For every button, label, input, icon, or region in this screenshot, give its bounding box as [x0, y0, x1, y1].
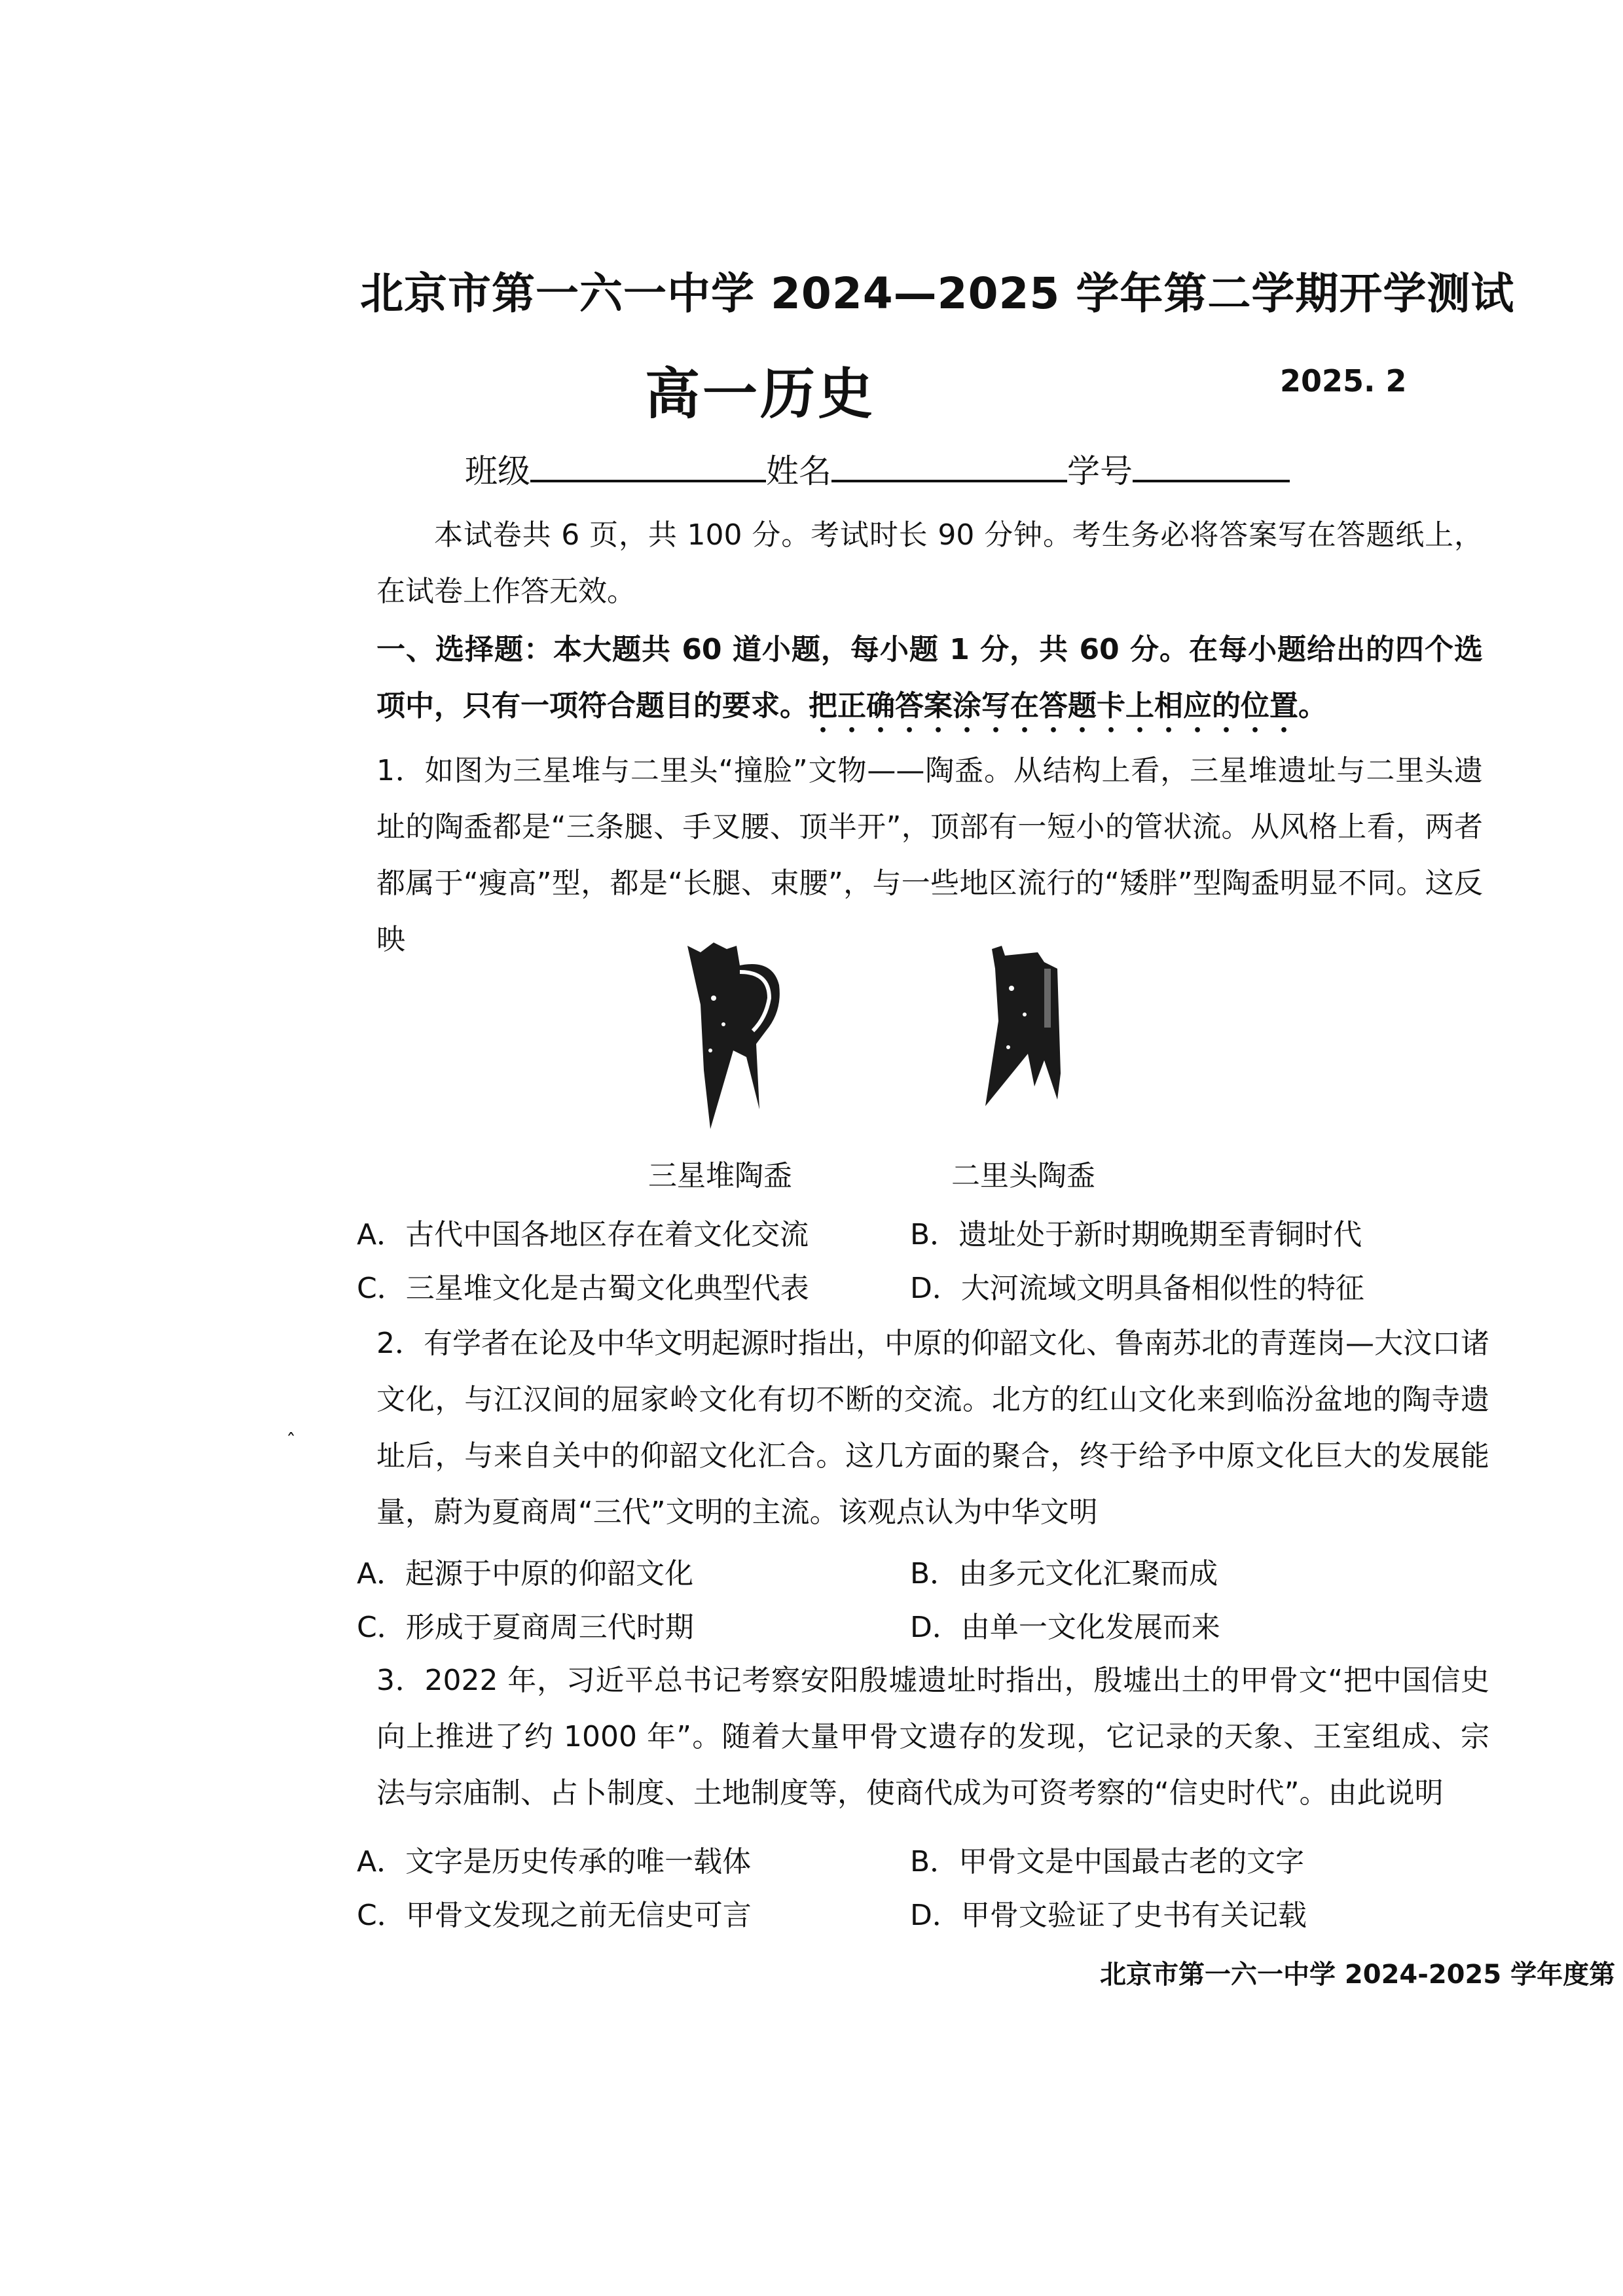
q3-option-d[interactable]: D．甲骨文验证了史书有关记载: [910, 1899, 1307, 1932]
student-id-label: 学号: [1067, 452, 1133, 490]
q3-option-c[interactable]: C．甲骨文发现之前无信史可言: [357, 1899, 752, 1932]
section-heading-emphasis: 把正确答案涂写在答题卡上相应的位置。: [809, 689, 1327, 723]
class-blank[interactable]: [530, 451, 766, 482]
name-blank[interactable]: [831, 451, 1067, 482]
figure-caption-sanxingdui: 三星堆陶盉: [648, 1159, 792, 1193]
q2-option-b[interactable]: B．由多元文化汇聚而成: [910, 1557, 1218, 1590]
stray-mark: ˆ: [286, 1430, 296, 1453]
student-info-fields: [465, 445, 1290, 492]
student-id-blank[interactable]: [1133, 451, 1290, 482]
q3-option-a[interactable]: A．文字是历史传承的唯一载体: [357, 1845, 752, 1878]
page-footer: 北京市第一六一中学 2024-2025 学年度第: [1100, 1960, 1616, 1990]
q2-option-a[interactable]: A．起源于中原的仰韶文化: [357, 1557, 694, 1590]
q1-option-c[interactable]: C．三星堆文化是古蜀文化典型代表: [357, 1272, 809, 1305]
question-2-stem: 2．有学者在论及中华文明起源时指出，中原的仰韶文化、鲁南苏北的青莲岗—大汶口诸文化，与江汉间的屈家岭文化有切不断的交流。北方的红山文化来到临汾盆地的陶寺遗址后，与来自关中的仰韶文化汇合。这几方面的聚合，终于给予中原文化巨大的发展能量，蔚为夏商周“三代”文明的主流。该观点认为中华文明: [376, 1327, 1489, 1529]
erlitou-pottery-he-icon: [979, 942, 1077, 1115]
q1-option-b[interactable]: B．遗址处于新时期晚期至青铜时代: [910, 1218, 1362, 1251]
question-3-stem: 3．2022 年，习近平总书记考察安阳殷墟遗址时指出，殷墟出土的甲骨文“把中国信史向上推进了约 1000 年”。随着大量甲骨文遗存的发现，它记录的天象、王室组成、宗法与宗庙制、占卜制度、土地制度等，使商代成为可资考察的“信史时代”。由此说明: [376, 1664, 1489, 1810]
q2-option-c[interactable]: C．形成于夏商周三代时期: [357, 1611, 694, 1644]
section-heading: [376, 622, 1483, 739]
q1-option-a[interactable]: A．古代中国各地区存在着文化交流: [357, 1218, 809, 1251]
exam-subject: 高一历史: [645, 362, 876, 426]
q1-option-d[interactable]: D．大河流域文明具备相似性的特征: [910, 1272, 1364, 1305]
exam-date: 2025. 2: [1280, 363, 1407, 399]
section-heading-text: 一、选择题：本大题共 60 道小题，每小题 1 分，共 60 分。在每小题给出的四个选项中，只有一项符合题目的要求。: [376, 633, 1483, 723]
class-label: 班级: [465, 452, 530, 490]
q2-option-d[interactable]: D．由单一文化发展而来: [910, 1611, 1220, 1644]
name-label: 姓名: [766, 452, 831, 490]
sanxingdui-pottery-he-icon: [674, 939, 786, 1132]
figure-caption-erlitou: 二里头陶盉: [951, 1159, 1095, 1193]
exam-instructions: 本试卷共 6 页，共 100 分。考试时长 90 分钟。考生务必将答案写在答题纸上，在试卷上作答无效。: [376, 518, 1483, 608]
q3-option-b[interactable]: B．甲骨文是中国最古老的文字: [910, 1845, 1305, 1878]
question-1-stem: 1．如图为三星堆与二里头“撞脸”文物——陶盉。从结构上看，三星堆遗址与二里头遗址的陶盉都是“三条腿、手叉腰、顶半开”，顶部有一短小的管状流。从风格上看，两者都属于“瘦高”型，都是“长腿、束腰”，与一些地区流行的“矮胖”型陶盉明显不同。这反映: [376, 754, 1483, 956]
exam-title: 北京市第一六一中学 2024—2025 学年第二学期开学测试: [360, 268, 1515, 319]
